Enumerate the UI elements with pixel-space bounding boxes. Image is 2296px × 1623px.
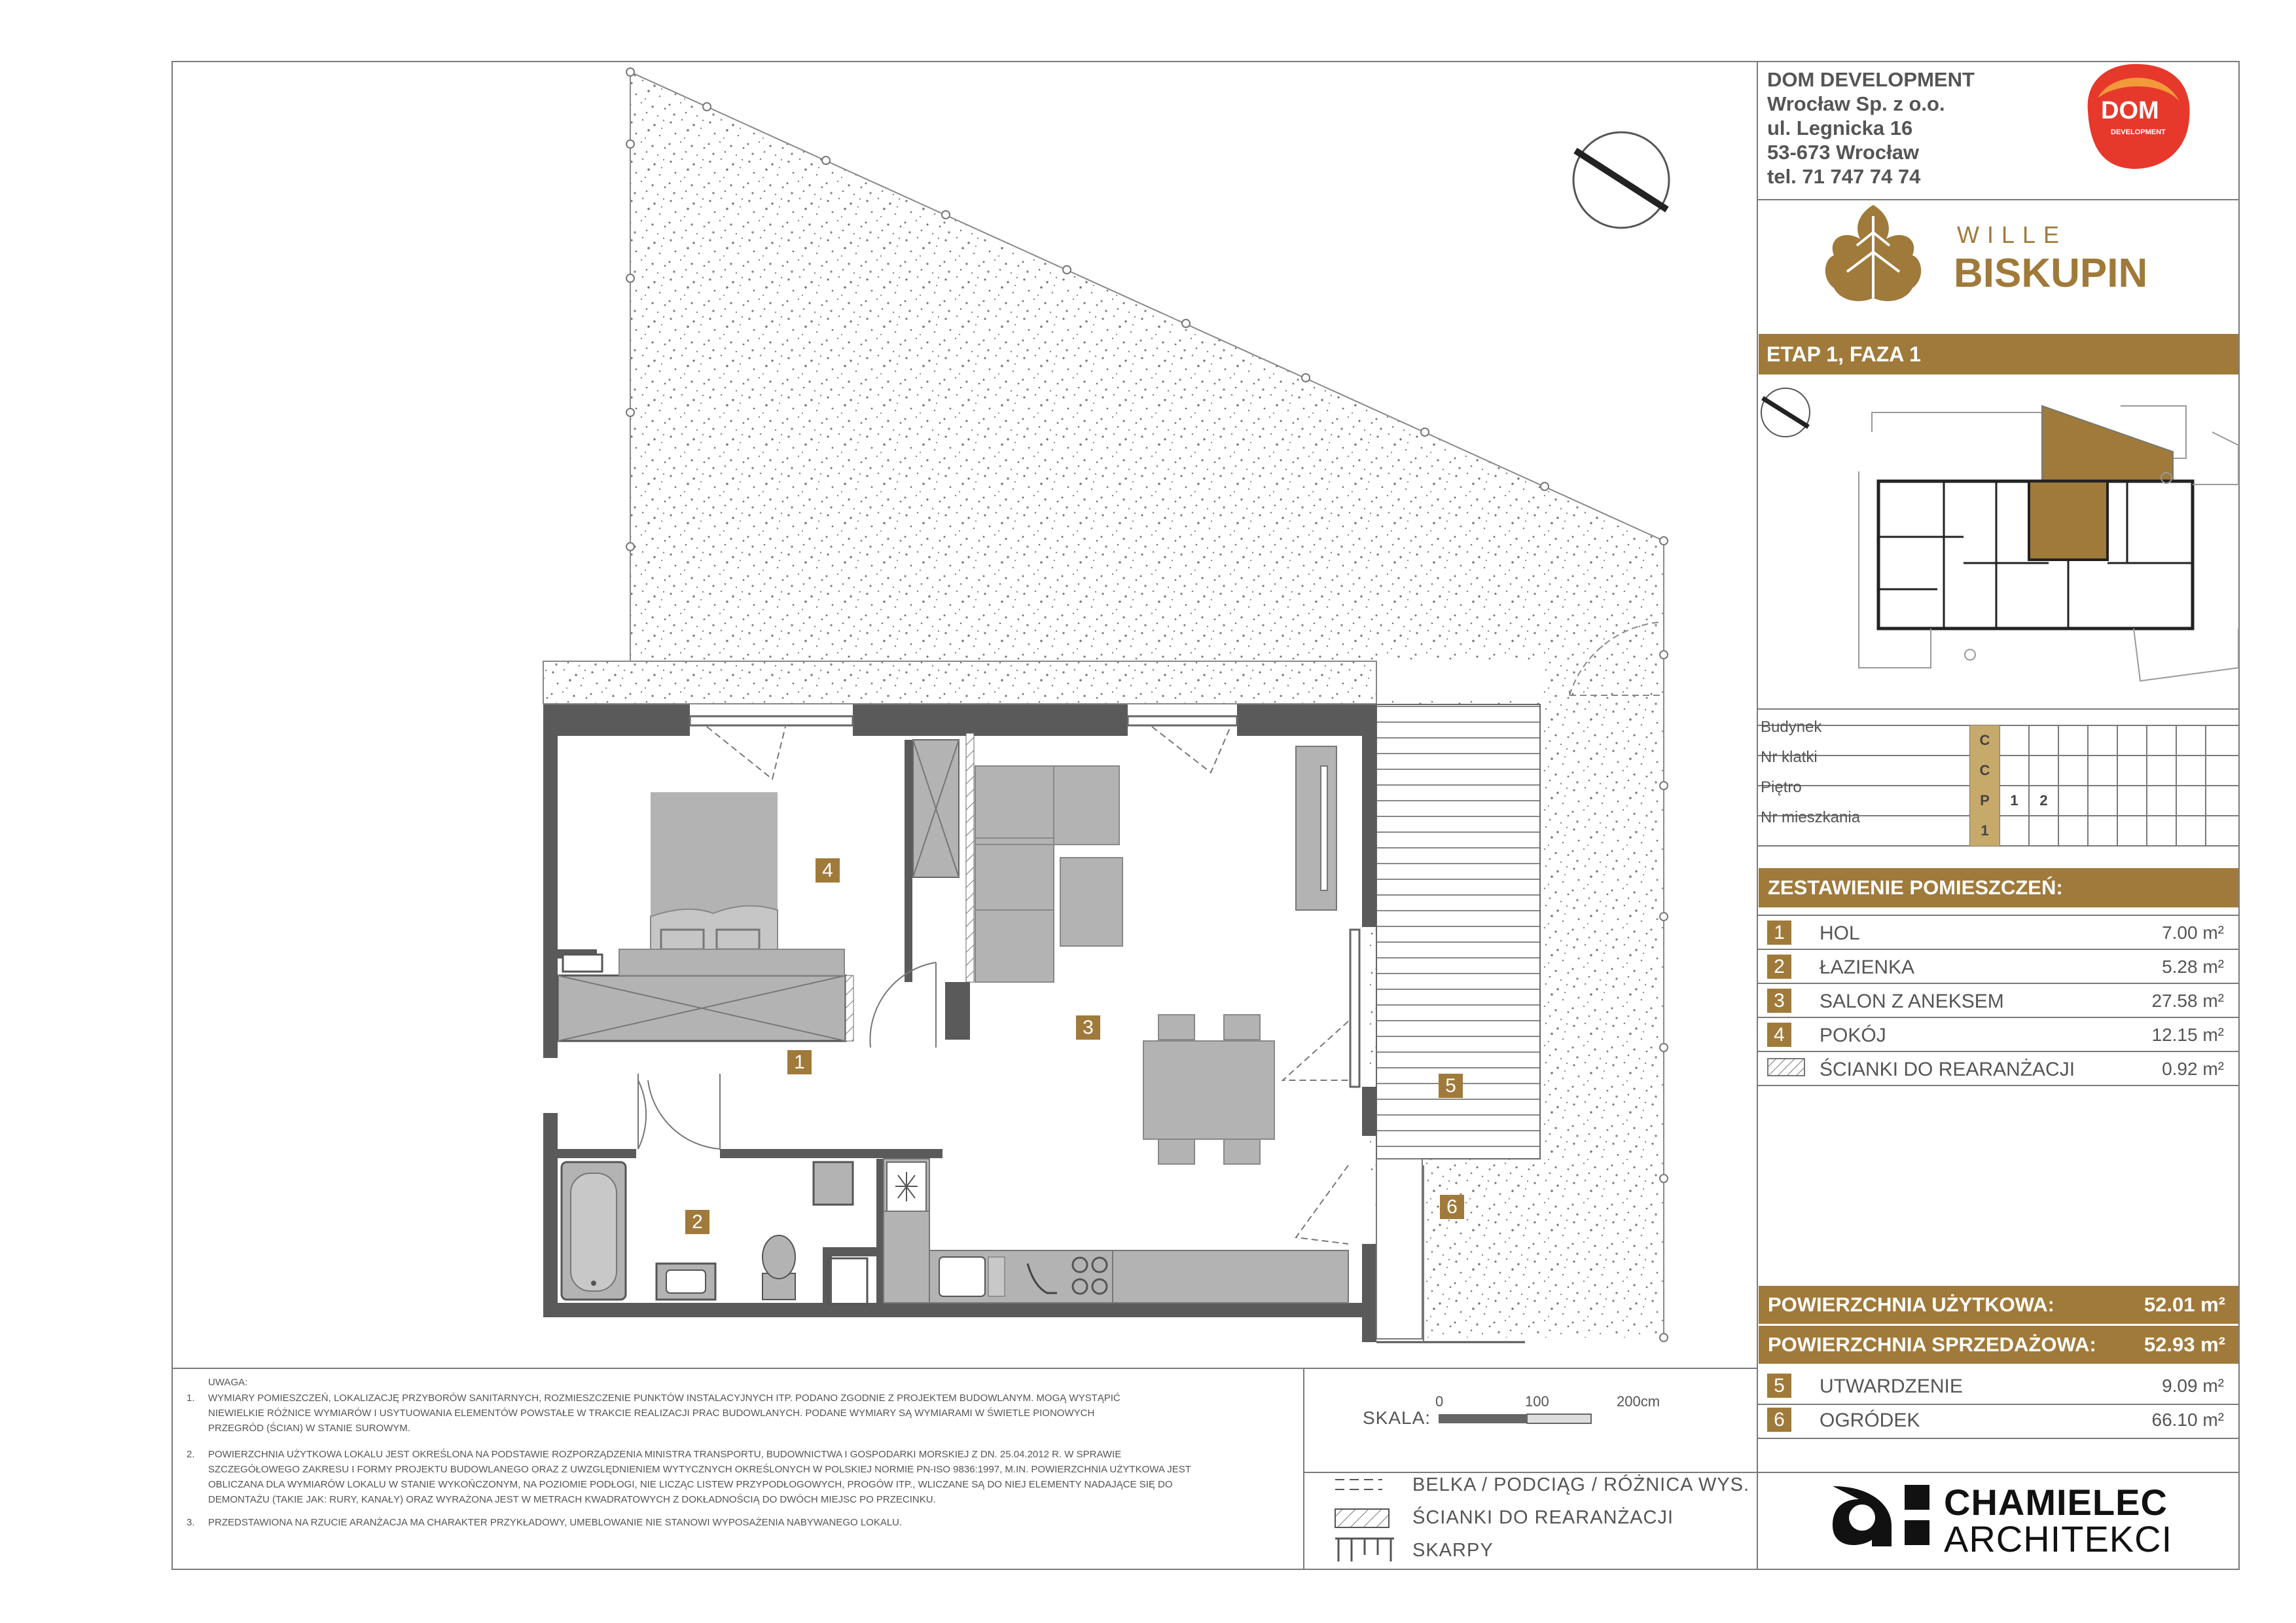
legend-slope-icon: [1335, 1539, 1394, 1561]
room-1-area: 7.00 m²: [2162, 922, 2224, 943]
note-3-num: 3.: [187, 1517, 195, 1528]
plan-label-hol: 1: [787, 1050, 812, 1074]
scale-tick-200: 200cm: [1617, 1393, 1660, 1410]
room-3-badge: 3: [1767, 989, 1791, 1013]
room-2-badge: 2: [1767, 955, 1791, 979]
legend-hatch-label: ŚCIANKI DO REARANŻACJI: [1412, 1507, 1674, 1528]
key-plan: [1859, 406, 2238, 681]
legend-beam-icon: [1335, 1480, 1382, 1489]
note-1-num: 1.: [187, 1393, 195, 1404]
usable-area-bar: POWIERZCHNIA UŻYTKOWA: 52.01 m²: [1759, 1286, 2238, 1324]
legend-slope-label: SKARPY: [1412, 1540, 1494, 1561]
room-3-name: SALON Z ANEKSEM: [1820, 991, 2004, 1012]
scale-bar: [1439, 1414, 1591, 1423]
room-1-badge: 1: [1767, 921, 1791, 945]
room-1-name: HOL: [1820, 922, 1860, 944]
extra-6-area: 66.10 m²: [2151, 1410, 2224, 1430]
note-3: PRZEDSTAWIONA NA RZUCIE ARANŻACJA MA CHARAKTER PRZYKŁADOWY, UMEBLOWANIE NIE STANOWI WYPOSAŻENIA NABYWANEGO LOKALU.: [208, 1517, 903, 1528]
info-pietro-value-p: P: [1970, 786, 2000, 816]
sale-area-bar: POWIERZCHNIA SPRZEDAŻOWA: 52.93 m²: [1759, 1326, 2238, 1364]
note-1: WYMIARY POMIESZCZEŃ, LOKALIZACJĘ PRZYBORÓW SANITARNYCH, ROZMIESZCZENIE PUNKTÓW INSTALACYJNYCH ITP. PODANO ZGODNIE Z PROJEKTEM BUDOWLANYM. MOGĄ WYSTĄPIĆ NIEWIELKIE RÓŻNICE WYMIARÓW I USYTUOWANIA ELEMENTÓW POWSTAŁE W TRAKCIE REALIZACJI PRAC BUDOWLANYCH. PODANE WYMIARY SĄ WYMIARAMI W ŚWIETLE PIONOWYCH PRZEGRÓD (ŚCIAN) W STANIE SUROWYM.: [208, 1393, 1121, 1434]
note-2-num: 2.: [187, 1449, 195, 1460]
room-2-name: ŁAZIENKA: [1820, 957, 1915, 978]
info-nr-mieszkania-value: 1: [1970, 816, 2000, 846]
architect-line1: CHAMIELEC: [1944, 1482, 2168, 1523]
developer-address: DOM DEVELOPMENT Wrocław Sp. z o.o. ul. Legnicka 16 53-673 Wrocław tel. 71 747 74 74: [1767, 68, 1975, 188]
scale-label: SKALA:: [1363, 1408, 1431, 1428]
chamielec-logo: [1833, 1485, 1929, 1546]
plan-label-utwardzenie: 5: [1439, 1074, 1463, 1098]
architect-line2: ARCHITEKCI: [1944, 1518, 2173, 1559]
biskupin-text: BISKUPIN: [1954, 251, 2148, 296]
note-2: POWIERZCHNIA UŻYTKOWA LOKALU JEST OKREŚLONA NA PODSTAWIE ROZPORZĄDZENIA MINISTRA TRANSPORTU, BUDOWNICTWA I GOSPODARKI MORSKIEJ Z DN. 25.04.2012 R. W SPRAWIE SZCZEGÓŁOWEGO ZAKRESU I FORMY PROJEKTU BUDOWLANEGO ORAZ Z UWZGLĘDNIENIEM WYTYCZNYCH OKREŚLONYCH W POLSKIEJ NORMIE PN-ISO 9836:1997, M.IN. POWIERZCHNIA UŻYTKOWA JEST OBLICZANA DLA WYMIARÓW LOKALU W STANIE WYKOŃCZONYM, NA POZIOMIE PODŁOGI, NIE LICZĄC LISTEW PRZYPODŁOGOWYCH, PROGÓW ITP., WLICZANE SĄ DO NIEJ ELEMENTY NADAJĄCE SIĘ DO DEMONTAŻU (TAKIE JAK: RURY, KANAŁY) ORAZ WYRAŻONA JEST W METRACH KWADRATOWYCH Z DOKŁADNOŚCIĄ DO DWÓCH MIEJSC PO PRZECINKU.: [208, 1449, 1191, 1505]
room-3-area: 27.58 m²: [2151, 991, 2224, 1011]
dom-logo-sub: DEVELOPMENT: [2111, 128, 2166, 136]
info-label-klatka: Nr klatki: [1761, 748, 1818, 766]
info-label-nr-mieszkania: Nr mieszkania: [1761, 809, 1861, 826]
extra-5-badge: 5: [1767, 1374, 1791, 1398]
info-label-pietro: Piętro: [1761, 778, 1802, 796]
plan-label-ogrodek: 6: [1440, 1195, 1464, 1219]
room-4-badge: 4: [1767, 1023, 1791, 1047]
room-4-area: 12.15 m²: [2151, 1025, 2224, 1045]
walls-area: 0.92 m²: [2162, 1059, 2224, 1079]
extra-6-badge: 6: [1767, 1408, 1791, 1432]
rooms-header: ZESTAWIENIE POMIESZCZEŃ:: [1759, 868, 2238, 907]
plan-label-salon: 3: [1076, 1015, 1100, 1040]
plan-label-lazienka: 2: [685, 1210, 709, 1234]
room-4-name: POKÓJ: [1820, 1025, 1886, 1046]
wille-text: WILLE: [1957, 221, 2068, 248]
plan-label-pokoj: 4: [816, 858, 840, 883]
walls-hatch-icon: [1767, 1058, 1806, 1078]
stage-bar: ETAP 1, FAZA 1: [1759, 334, 2238, 374]
walls-label: ŚCIANKI DO REARANŻACJI: [1820, 1059, 2075, 1080]
info-klatka-value: C: [1970, 756, 2000, 786]
wille-biskupin-oak-icon: [1825, 205, 1921, 301]
info-budynek-value: C: [1970, 725, 2000, 756]
extra-5-area: 9.09 m²: [2162, 1376, 2224, 1396]
room-2-area: 5.28 m²: [2162, 957, 2224, 977]
legend-beam-label: BELKA / PODCIĄG / RÓŻNICA WYS.: [1412, 1474, 1750, 1495]
extra-5-name: UTWARDZENIE: [1820, 1376, 1963, 1397]
dom-logo-text: DOM: [2101, 97, 2159, 124]
notes-title: UWAGA:: [208, 1377, 248, 1388]
scale-tick-100: 100: [1525, 1393, 1549, 1410]
info-pietro-value-1: 1: [2010, 792, 2018, 809]
scale-tick-0: 0: [1435, 1393, 1444, 1410]
info-pietro-value-2: 2: [2039, 792, 2048, 809]
legend-hatch-icon: [1335, 1509, 1389, 1527]
extra-6-name: OGRÓDEK: [1820, 1410, 1920, 1431]
info-label-budynek: Budynek: [1761, 718, 1822, 736]
key-plan-north-icon: [1761, 388, 1810, 437]
